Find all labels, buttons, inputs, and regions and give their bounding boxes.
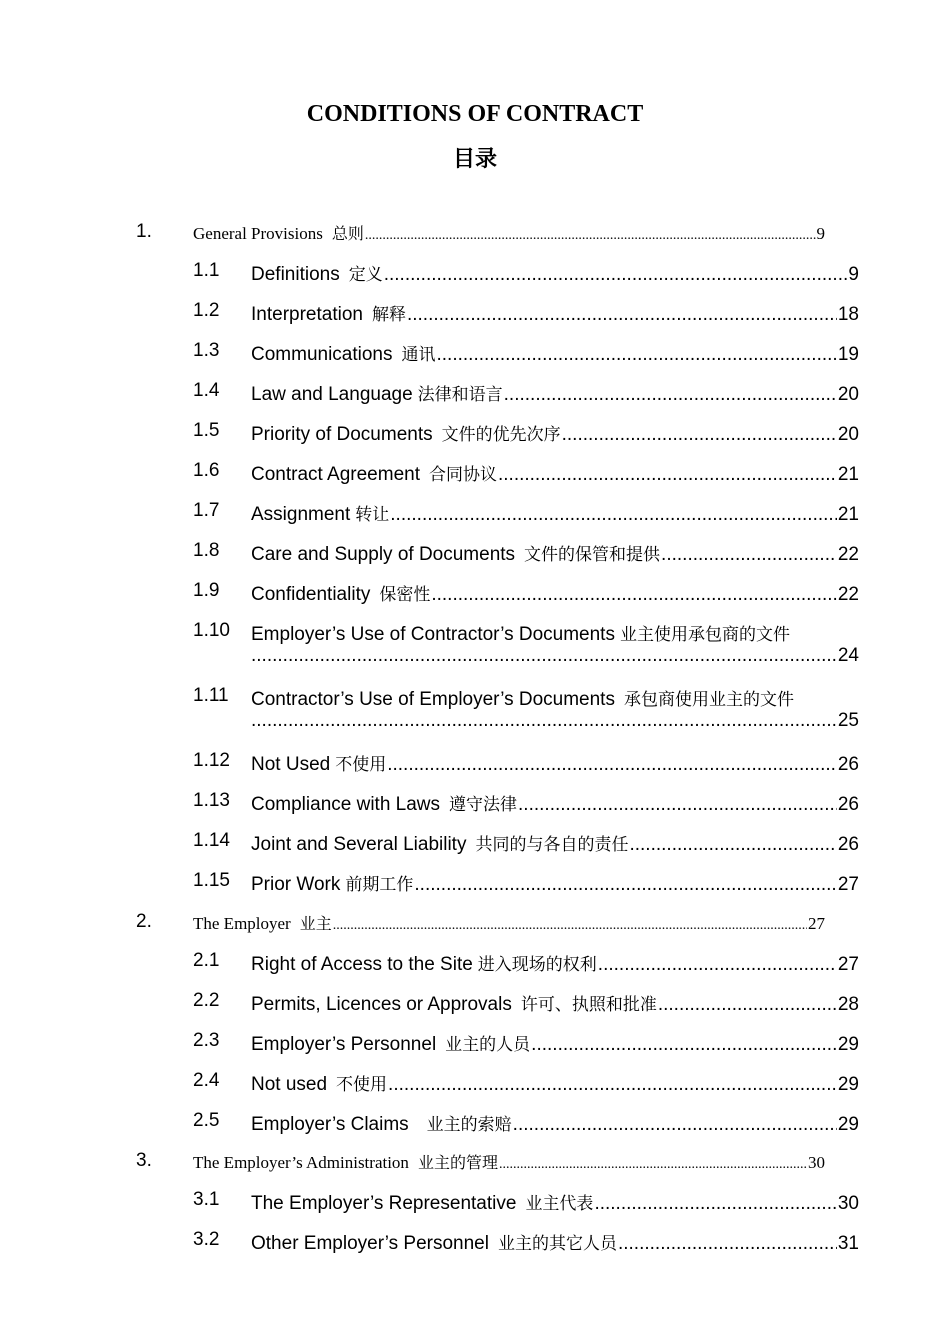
dot-leader [384, 264, 848, 286]
dot-leader [618, 1233, 837, 1255]
toc-number: 2.5 [193, 1110, 220, 1131]
toc-title-en: The Employer [193, 914, 291, 933]
toc-page-number: 29 [837, 1034, 859, 1055]
toc-page-number: 30 [808, 1153, 825, 1172]
toc-page-number: 26 [837, 754, 859, 775]
toc-title-en: Not used [251, 1074, 328, 1095]
toc-title-zh: 业主使用承包商的文件 [619, 625, 790, 645]
toc-title-zh: 许可、执照和批准 [520, 995, 657, 1015]
toc-page-number: 31 [837, 1233, 859, 1254]
toc-page-number: 27 [808, 914, 825, 933]
toc-title-zh: 总则 [331, 224, 364, 243]
dot-leader [499, 1157, 807, 1173]
toc-number: 1.5 [193, 420, 220, 441]
toc-title-en: Compliance with Laws [251, 794, 441, 815]
dot-leader [414, 874, 836, 896]
toc-title-zh: 通讯 [401, 345, 436, 365]
toc-number: 2. [136, 911, 152, 932]
toc-title-en: The Employer’s Administration [193, 1153, 409, 1172]
dot-leader [594, 1193, 836, 1215]
toc-page-number: 20 [837, 424, 859, 445]
dot-leader [562, 424, 837, 446]
toc-title-en: Priority of Documents [251, 424, 433, 445]
toc-title-zh: 业主代表 [525, 1194, 594, 1214]
toc-number: 1.6 [193, 460, 220, 481]
toc-page-number: 9 [848, 264, 859, 285]
dot-leader [518, 794, 837, 816]
dot-leader [365, 228, 816, 244]
toc-page-number: 25 [837, 710, 859, 731]
toc-number: 2.4 [193, 1070, 220, 1091]
toc-title-zh: 承包商使用业主的文件 [623, 690, 794, 710]
toc-number: 1.15 [193, 870, 230, 891]
toc-page-number: 21 [837, 504, 859, 525]
toc-title-zh: 保密性 [379, 585, 431, 605]
toc-number: 1. [136, 221, 152, 242]
toc-title-en: Joint and Several Liability [251, 834, 467, 855]
toc-title-en: Right of Access to the Site [251, 954, 473, 975]
dot-leader [658, 994, 837, 1016]
toc-number: 3.2 [193, 1229, 220, 1250]
toc-page-number: 28 [837, 994, 859, 1015]
toc-page-number: 27 [837, 954, 859, 975]
toc-page-number: 21 [837, 464, 859, 485]
toc-number: 3.1 [193, 1189, 220, 1210]
dot-leader [661, 544, 837, 566]
toc-title-zh: 进入现场的权利 [477, 955, 597, 975]
dot-leader [251, 645, 837, 667]
toc-number: 1.10 [193, 620, 230, 641]
dot-leader [333, 918, 807, 934]
toc-title-en: Not Used [251, 754, 331, 775]
toc-page-number: 30 [837, 1193, 859, 1214]
toc-number: 1.7 [193, 500, 220, 521]
dot-leader [629, 834, 836, 856]
dot-leader [388, 1074, 837, 1096]
toc-title-zh: 业主 [299, 914, 332, 933]
document-subtitle: 目录 [452, 147, 497, 172]
toc-title-zh: 共同的与各自的责任 [475, 835, 629, 855]
toc-title-en: The Employer’s Representative [251, 1193, 517, 1214]
dot-leader [437, 344, 837, 366]
toc-page-number: 29 [837, 1114, 859, 1135]
toc-title-en: Contractor’s Use of Employer’s Documents [251, 689, 615, 710]
toc-number: 1.2 [193, 300, 220, 321]
toc-title-zh: 定义 [348, 265, 383, 285]
toc-title-en: Contract Agreement [251, 464, 420, 485]
toc-title-zh: 前期工作 [345, 875, 414, 895]
dot-leader [504, 384, 837, 406]
toc-number: 1.1 [193, 260, 220, 281]
dot-leader [431, 584, 837, 606]
toc-title-en: General Provisions [193, 224, 323, 243]
toc-title-zh: 文件的优先次序 [441, 425, 561, 445]
toc-title-zh: 文件的保管和提供 [524, 545, 661, 565]
toc-number: 3. [136, 1150, 152, 1171]
toc-page-number: 9 [816, 224, 825, 243]
dot-leader [251, 710, 837, 732]
toc-title-zh: 不使用 [336, 1075, 388, 1095]
toc-number: 1.8 [193, 540, 220, 561]
toc-page-number: 22 [837, 584, 859, 605]
toc-title-en: Employer’s Claims [251, 1114, 409, 1135]
toc-page-number: 29 [837, 1074, 859, 1095]
toc-number: 2.3 [193, 1030, 220, 1051]
toc-title-en: Other Employer’s Personnel [251, 1233, 489, 1254]
toc-number: 1.12 [193, 750, 230, 771]
toc-page-number: 26 [837, 794, 859, 815]
dot-leader [513, 1114, 837, 1136]
toc-title-zh: 解释 [371, 305, 406, 325]
toc-title-en: Care and Supply of Documents [251, 544, 516, 565]
toc-title-en: Confidentiality [251, 584, 371, 605]
toc-title-zh: 业主的管理 [417, 1153, 498, 1172]
toc-number: 1.11 [193, 685, 229, 706]
toc-number: 2.1 [193, 950, 220, 971]
toc-title-zh: 遵守法律 [449, 795, 518, 815]
toc-number: 1.9 [193, 580, 220, 601]
toc-title-en: Assignment [251, 504, 351, 525]
toc-title-en: Interpretation [251, 304, 363, 325]
toc-title-en: Permits, Licences or Approvals [251, 994, 512, 1015]
toc-page-number: 24 [837, 645, 859, 666]
toc-title-zh: 转让 [355, 505, 390, 525]
toc-page-number: 20 [837, 384, 859, 405]
toc-title-zh: 业主的索赔 [426, 1115, 512, 1135]
toc-title-en: Law and Language [251, 384, 413, 405]
toc-title-en: Employer’s Use of Contractor’s Documents [251, 624, 615, 645]
toc-number: 1.14 [193, 830, 230, 851]
toc-page-number: 22 [837, 544, 859, 565]
toc-title-en: Prior Work [251, 874, 341, 895]
dot-leader [390, 504, 837, 526]
toc-page-number: 18 [837, 304, 859, 325]
dot-leader [387, 754, 837, 776]
toc-number: 1.13 [193, 790, 230, 811]
toc-title-en: Employer’s Personnel [251, 1034, 437, 1055]
toc-title-en: Definitions [251, 264, 340, 285]
toc-number: 2.2 [193, 990, 220, 1011]
toc-title-zh: 法律和语言 [417, 385, 503, 405]
dot-leader [407, 304, 837, 326]
toc-number: 1.4 [193, 380, 220, 401]
dot-leader [598, 954, 837, 976]
toc-title-zh: 不使用 [335, 755, 387, 775]
dot-leader [498, 464, 837, 486]
dot-leader [531, 1034, 837, 1056]
toc-title-zh: 业主的其它人员 [497, 1234, 617, 1254]
toc-page-number: 26 [837, 834, 859, 855]
toc-page-number: 19 [837, 344, 859, 365]
toc-title-zh: 业主的人员 [445, 1035, 531, 1055]
toc-number: 1.3 [193, 340, 220, 361]
document-title: CONDITIONS OF CONTRACT [306, 101, 644, 127]
toc-title-zh: 合同协议 [428, 465, 497, 485]
toc-page-number: 27 [837, 874, 859, 895]
toc-title-en: Communications [251, 344, 393, 365]
